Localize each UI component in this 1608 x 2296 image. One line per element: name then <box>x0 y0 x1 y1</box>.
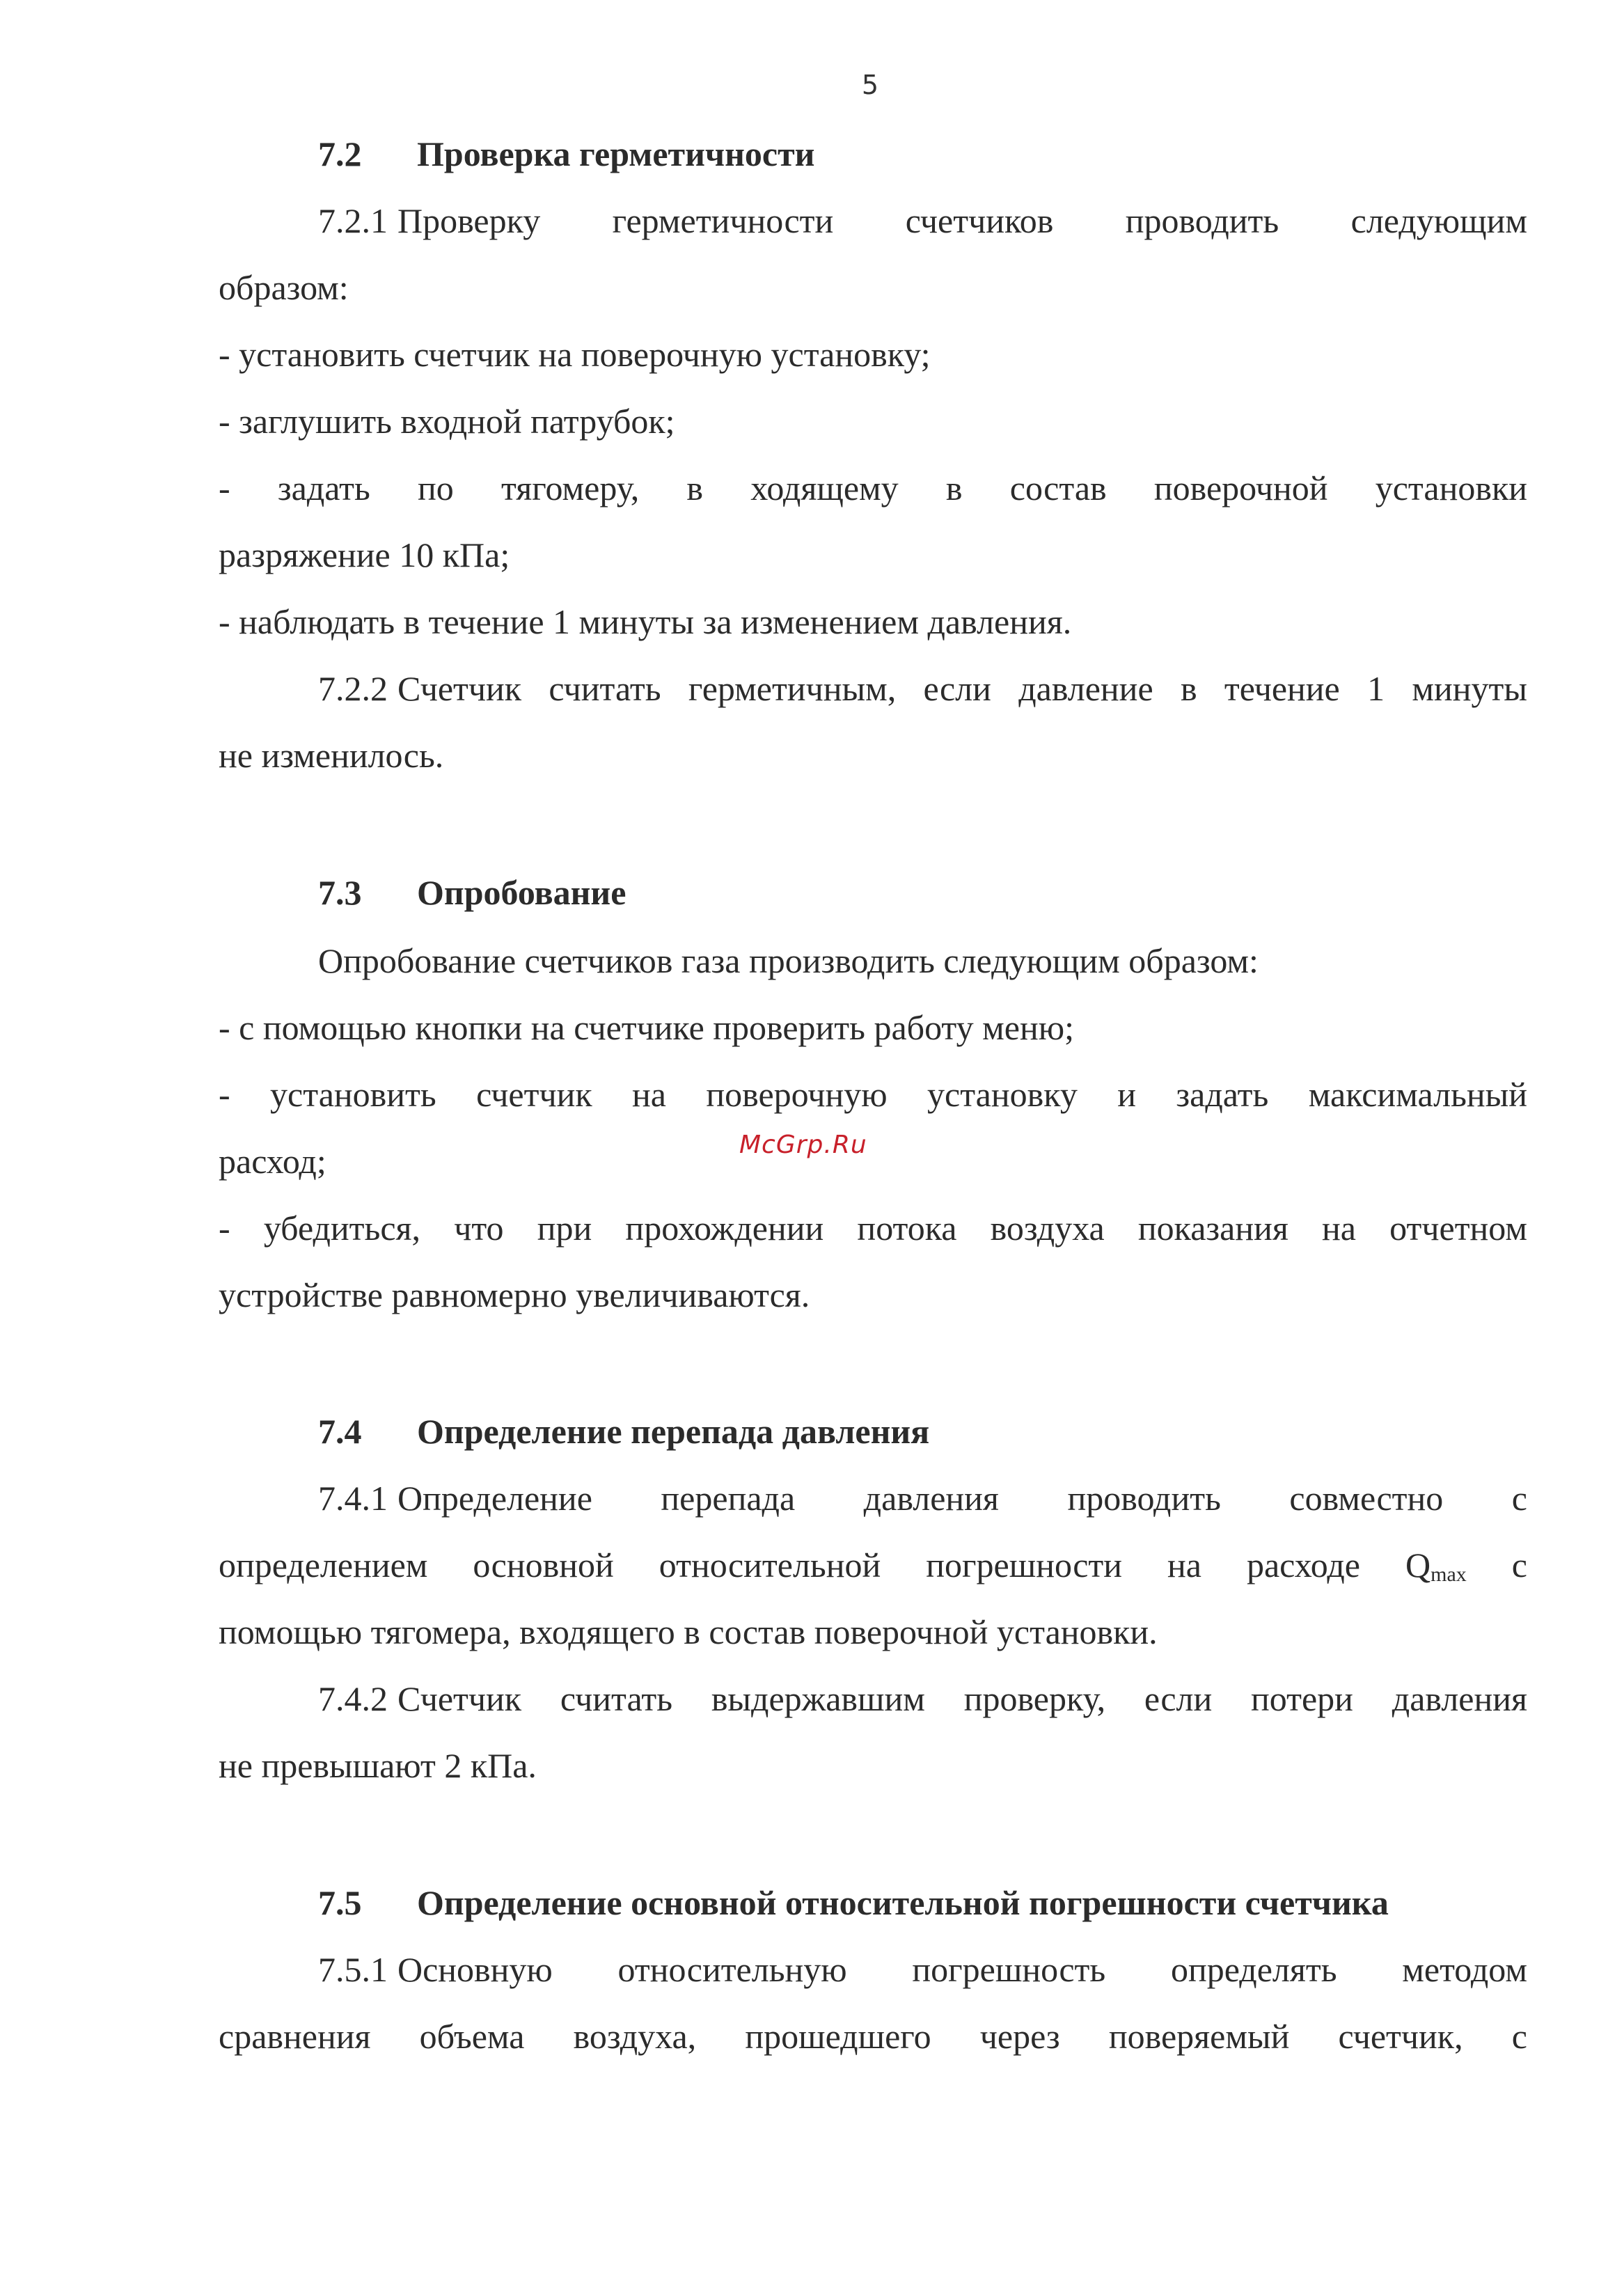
bullet-text: - задать по тягомеру, в ходящему в состав поверочной установки <box>219 469 1527 508</box>
paragraph-text: сравнения объема воздуха, прошедшего через поверяемый счетчик, с <box>219 2017 1527 2056</box>
section-title: Опробование <box>417 873 626 912</box>
item-number: 7.4.1 <box>318 1479 388 1518</box>
paragraph-7-5-1-line-1 <box>318 1949 1527 1990</box>
bullet-item-line-1 <box>219 1207 1527 1249</box>
paragraph-7-2-2-line-2: не изменилось. <box>219 736 444 775</box>
bullet-item: - заглушить входной патрубок; <box>219 402 675 441</box>
section-number: 7.5 <box>318 1883 362 1922</box>
bullet-item-line-2: разряжение 10 кПа; <box>219 535 510 574</box>
bullet-item: - с помощью кнопки на счетчике проверить работу меню; <box>219 1008 1074 1047</box>
bullet-item-line-2: расход; <box>219 1142 326 1181</box>
paragraph-text: Счетчик считать выдержавшим проверку, если потери давления <box>397 1679 1527 1718</box>
section-number: 7.3 <box>318 873 362 912</box>
section-number: 7.2 <box>318 134 362 173</box>
paragraph-text: определением основной относительной погрешности на расходе Q <box>219 1546 1431 1585</box>
section-heading-7-5 <box>318 1882 1389 1924</box>
item-number: 7.5.1 <box>318 1950 388 1989</box>
bullet-item: - установить счетчик на поверочную установку; <box>219 335 931 374</box>
paragraph-7-2-2-line-1 <box>318 668 1527 709</box>
paragraph-text: Счетчик считать герметичным, если давление в течение 1 минуты <box>397 669 1527 708</box>
section-title: Проверка герметичности <box>417 134 815 173</box>
paragraph-7-2-1-line-1 <box>318 200 1527 242</box>
paragraph-7-4-2-line-1 <box>318 1678 1527 1720</box>
watermark: McGrp.Ru <box>739 1131 867 1159</box>
paragraph-7-4-1-line-2 <box>219 1544 1527 1596</box>
item-number: 7.2.2 <box>318 669 388 708</box>
bullet-item: - наблюдать в течение 1 минуты за изменением давления. <box>219 602 1072 641</box>
paragraph-7-4-2-line-2: не превышают 2 кПа. <box>219 1746 537 1785</box>
paragraph-text: с <box>1466 1546 1527 1585</box>
section-heading-7-2 <box>318 133 814 175</box>
paragraph-7-3-intro: Опробование счетчиков газа производить следующим образом: <box>318 941 1259 980</box>
section-heading-7-3 <box>318 872 626 913</box>
paragraph-text: Основную относительную погрешность определять методом <box>397 1950 1527 1989</box>
paragraph-7-5-1-line-2 <box>219 2015 1527 2057</box>
paragraph-7-4-1-line-1 <box>318 1477 1527 1519</box>
paragraph-text: Проверку герметичности счетчиков проводить следующим <box>397 201 1527 240</box>
subscript-max: max <box>1430 1563 1467 1586</box>
bullet-text: - установить счетчик на поверочную установку и задать максимальный <box>219 1075 1527 1114</box>
paragraph-7-2-1-line-2: образом: <box>219 268 349 307</box>
section-heading-7-4 <box>318 1410 929 1452</box>
bullet-text: - убедиться, что при прохождении потока воздуха показания на отчетном <box>219 1209 1527 1248</box>
bullet-item-line-1 <box>219 1074 1527 1115</box>
bullet-item-line-1 <box>219 467 1527 509</box>
section-title: Определение основной относительной погрешности счетчика <box>417 1883 1389 1922</box>
bullet-item-line-2: устройстве равномерно увеличиваются. <box>219 1275 810 1314</box>
paragraph-7-4-1-line-3: помощью тягомера, входящего в состав поверочной установки. <box>219 1612 1158 1651</box>
item-number: 7.2.1 <box>318 201 388 240</box>
section-title: Определение перепада давления <box>417 1412 930 1451</box>
item-number: 7.4.2 <box>318 1679 388 1718</box>
page-number: 5 <box>861 70 879 100</box>
section-number: 7.4 <box>318 1412 362 1451</box>
paragraph-text: Определение перепада давления проводить совместно с <box>397 1479 1527 1518</box>
